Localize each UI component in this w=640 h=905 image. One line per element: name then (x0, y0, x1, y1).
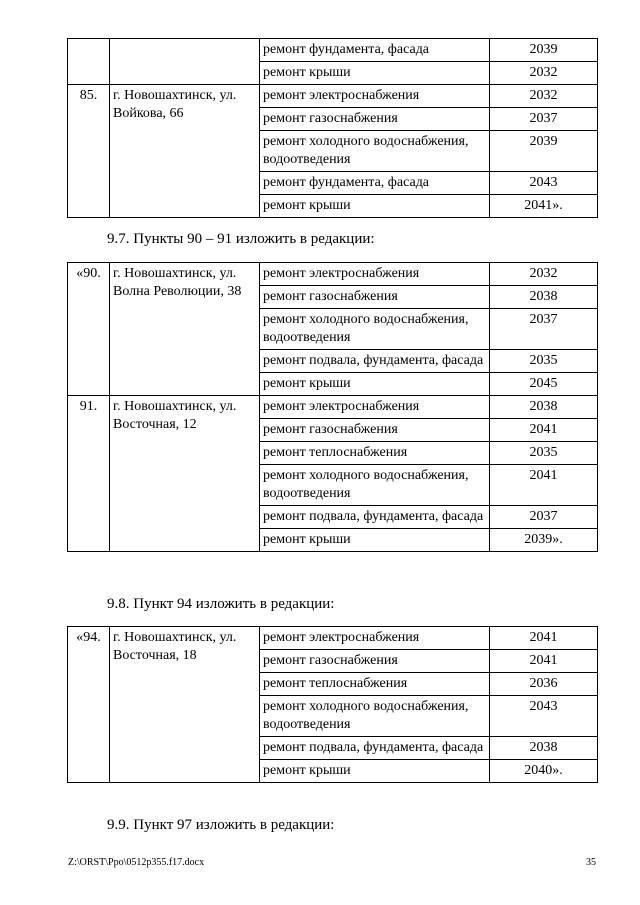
year-cell: 2039 (490, 131, 598, 172)
year-cell: 2041 (490, 650, 598, 673)
work-type-cell: ремонт крыши (260, 195, 490, 218)
work-type-cell: ремонт крыши (260, 760, 490, 783)
works-table-1 (67, 38, 598, 218)
paragraph-9-8: 9.8. Пункт 94 изложить в редакции: (107, 596, 335, 612)
work-type-cell: ремонт крыши (260, 529, 490, 552)
year-cell: 2040». (490, 760, 598, 783)
table-row (68, 627, 598, 650)
work-type-cell: ремонт электроснабжения (260, 396, 490, 419)
address-cell: г. Новошахтинск, ул. Восточная, 18 (110, 627, 260, 783)
table-row (68, 396, 598, 419)
work-type-cell: ремонт холодного водоснабжения, водоотведения (260, 696, 490, 737)
footer-file-path: Z:\ORST\Ppo\0512p355.f17.docx (68, 857, 205, 868)
year-cell: 2038 (490, 286, 598, 309)
item-number-cell: 85. (68, 85, 110, 218)
item-number-cell (68, 39, 110, 85)
work-type-cell: ремонт подвала, фундамента, фасада (260, 737, 490, 760)
year-cell: 2032 (490, 62, 598, 85)
work-type-cell: ремонт газоснабжения (260, 419, 490, 442)
table-row (68, 263, 598, 286)
work-type-cell: ремонт фундамента, фасада (260, 39, 490, 62)
work-type-cell: ремонт электроснабжения (260, 85, 490, 108)
work-type-cell: ремонт электроснабжения (260, 627, 490, 650)
year-cell: 2041 (490, 627, 598, 650)
work-type-cell: ремонт холодного водоснабжения, водоотведения (260, 465, 490, 506)
paragraph-9-9: 9.9. Пункт 97 изложить в редакции: (107, 817, 335, 833)
year-cell: 2037 (490, 309, 598, 350)
work-type-cell: ремонт теплоснабжения (260, 442, 490, 465)
year-cell: 2045 (490, 373, 598, 396)
work-type-cell: ремонт газоснабжения (260, 650, 490, 673)
table-body (68, 263, 598, 552)
year-cell: 2037 (490, 506, 598, 529)
item-number-cell: «94. (68, 627, 110, 783)
works-table-2 (67, 262, 598, 552)
address-cell: г. Новошахтинск, ул. Восточная, 12 (110, 396, 260, 552)
table-body (68, 627, 598, 783)
address-cell: г. Новошахтинск, ул. Войкова, 66 (110, 85, 260, 218)
paragraph-9-7: 9.7. Пункты 90 – 91 изложить в редакции: (107, 231, 375, 247)
year-cell: 2043 (490, 172, 598, 195)
table-row (68, 85, 598, 108)
work-type-cell: ремонт подвала, фундамента, фасада (260, 506, 490, 529)
year-cell: 2041 (490, 419, 598, 442)
year-cell: 2037 (490, 108, 598, 131)
year-cell: 2038 (490, 737, 598, 760)
work-type-cell: ремонт крыши (260, 62, 490, 85)
item-number-cell: 91. (68, 396, 110, 552)
work-type-cell: ремонт холодного водоснабжения, водоотведения (260, 309, 490, 350)
year-cell: 2032 (490, 263, 598, 286)
year-cell: 2036 (490, 673, 598, 696)
work-type-cell: ремонт холодного водоснабжения, водоотведения (260, 131, 490, 172)
work-type-cell: ремонт газоснабжения (260, 108, 490, 131)
table-body (68, 39, 598, 218)
year-cell: 2035 (490, 442, 598, 465)
work-type-cell: ремонт крыши (260, 373, 490, 396)
work-type-cell: ремонт газоснабжения (260, 286, 490, 309)
work-type-cell: ремонт электроснабжения (260, 263, 490, 286)
address-cell (110, 39, 260, 85)
year-cell: 2032 (490, 85, 598, 108)
footer-page-number: 35 (586, 857, 596, 868)
year-cell: 2039 (490, 39, 598, 62)
year-cell: 2041 (490, 465, 598, 506)
year-cell: 2041». (490, 195, 598, 218)
item-number-cell: «90. (68, 263, 110, 396)
table-row (68, 39, 598, 62)
work-type-cell: ремонт фундамента, фасада (260, 172, 490, 195)
year-cell: 2039». (490, 529, 598, 552)
year-cell: 2038 (490, 396, 598, 419)
address-cell: г. Новошахтинск, ул. Волна Революции, 38 (110, 263, 260, 396)
work-type-cell: ремонт теплоснабжения (260, 673, 490, 696)
works-table-3 (67, 626, 598, 783)
work-type-cell: ремонт подвала, фундамента, фасада (260, 350, 490, 373)
year-cell: 2035 (490, 350, 598, 373)
year-cell: 2043 (490, 696, 598, 737)
